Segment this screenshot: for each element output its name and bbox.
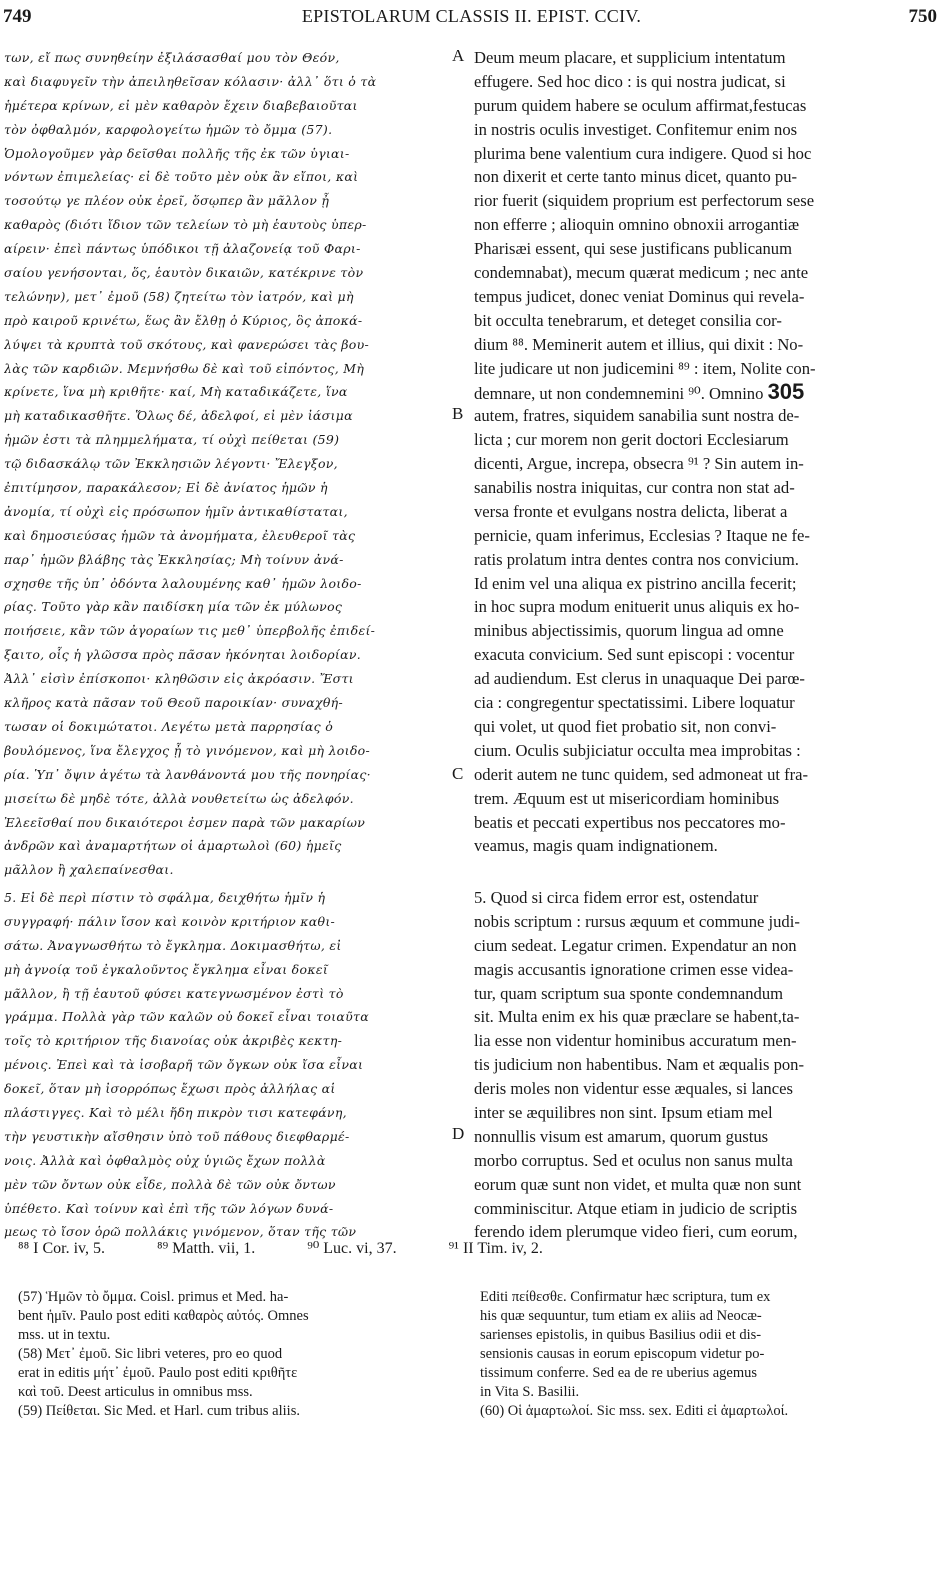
greek-line: Ὁμολογοῦμεν γὰρ δεῖσθαι πολλῆς τῆς ἐκ τῶν ὑγιαι- <box>4 145 350 161</box>
latin-line: non efferre ; alioquin omnino obnoxii arrogantiæ <box>474 215 800 235</box>
greek-line: καθαρὸς (διότι ἴδιον τῶν τελείων τὸ μὴ ἑαυτοὺς ὑπερ- <box>4 217 367 233</box>
latin-line: magis accusantis ignoratione crimen esse videa- <box>474 959 794 979</box>
greek-line: τωσαν οἱ δοκιμώτατοι. Λεγέτω μετὰ παρρησίας ὁ <box>4 718 334 734</box>
greek-paragraph-1 <box>4 46 452 882</box>
greek-line: ρίας. Τοῦτο γὰρ κἂν παιδίσκη μία τῶν ἐκ μύλωνος <box>4 599 343 615</box>
note-line: bent ἡμῖν. Paulo post editi καθαρὸς αὐτός. Omnes <box>18 1308 309 1324</box>
greek-line: μὴ καταδικασθῆτε. Ὅλως δέ, ἀδελφοί, εἰ μὲν ἰάσιμα <box>4 408 353 424</box>
latin-line: Id enim vel una aliqua ex pistrino ancilla fecerit; <box>474 573 797 593</box>
running-title: EPISTOLARUM CLASSIS II. EPIST. CCIV. <box>301 6 642 26</box>
greek-line: παρ᾽ ἡμῶν βλάβης τὰς Ἐκκλησίας; Μὴ τοίνυν ἀνά- <box>4 551 344 567</box>
greek-line: καὶ διαφυγεῖν τὴν ἀπειληθεῖσαν κόλασιν· ἀλλ᾽ ὅτι ὁ τὰ <box>4 73 377 89</box>
note-line: in Vita S. Basilii. <box>480 1384 580 1400</box>
margin-letter-a: A <box>452 46 465 65</box>
editorial-notes-right <box>480 1288 936 1421</box>
footnote-ref: ⁹¹ II Tim. iv, 2. <box>448 1240 543 1257</box>
latin-line: sit. Multa enim ex his quæ præclare se habent,ta- <box>474 1007 800 1027</box>
latin-line: effugere. Sed hoc dico : is qui nostra judicat, si <box>474 71 786 91</box>
latin-line: 5. Quod si circa fidem error est, ostendatur <box>474 888 759 907</box>
greek-line: συγγραφή· πάλιν ἴσον καὶ κοινὸν κριτήριον καθι- <box>4 913 336 929</box>
footnote-ref: ⁹⁰ Luc. vi, 37. <box>307 1240 397 1257</box>
latin-line: qui volet, ut quod fiet probatio sit, non convi- <box>474 716 777 736</box>
greek-line: πλάστιγγες. Καὶ τὸ μέλι ἤδη πικρὸν τισι κατεφάνη, <box>4 1105 347 1121</box>
greek-line: Ἐλεεῖσθαί που δικαιότεροι ἐσμεν παρὰ τῶν μακαρίων <box>4 814 366 830</box>
greek-line: των, εἴ πως συνηθείην ἐξιλάσασθαί μου τὸν Θεόν, <box>4 50 340 65</box>
greek-line: μᾶλλον ἢ χαλεπαίνεσθαι. <box>4 862 174 878</box>
greek-line: μὲν τῶν ὄντων οὐκ εἶδε, πολλὰ δὲ τῶν οὐκ ὄντων <box>4 1176 336 1192</box>
latin-line: dicenti, Argue, increpa, obsecra ⁹¹ ? Sin autem in- <box>474 454 804 474</box>
latin-line: pernicie, quam inferimus, Ecclesias ? Itaque ne fe- <box>474 525 810 545</box>
greek-line: κλῆρος κατὰ πᾶσαν τοῦ Θεοῦ παροικίαν· συναχθή- <box>4 695 343 711</box>
latin-line: dium ⁸⁸. Meminerit autem et illius, qui dixit : No- <box>474 334 804 354</box>
greek-paragraph-2 <box>4 886 452 1244</box>
greek-line: λὰς τῶν καρδιῶν. Μεμνήσθω δὲ καὶ τοῦ εἰπόντος, Μὴ <box>4 360 365 376</box>
latin-line: tur, quam scriptum sua sponte condemnandum <box>474 983 784 1003</box>
latin-line: tempus judicet, donec veniat Dominus qui revela- <box>474 286 805 306</box>
latin-line: ad audiendum. Est clerus in unaquaque Dei parœ- <box>474 669 805 689</box>
greek-line: καὶ δημοσιεύσας ἡμῶν τὰ ἀνομήματα, ἐλευθεροῖ τὰς <box>4 527 356 543</box>
greek-line: μὴ ἀγνοίᾳ τοῦ ἐγκαλοῦντος ἔγκλημα εἶναι δοκεῖ <box>4 961 329 977</box>
latin-line: inter se æquilibres non sint. Ipsum etiam mel <box>474 1103 773 1123</box>
latin-line: autem, fratres, siquidem sanabilia sunt nostra de- <box>474 406 800 426</box>
latin-line: in hoc supra modum enituerit unus aliquis ex ho- <box>474 597 800 617</box>
running-header <box>0 6 943 32</box>
scripture-footnotes <box>18 1238 938 1258</box>
latin-line: in nostris oculis investiget. Confitemur enim nos <box>474 119 798 139</box>
latin-line: rior fuerit (siquidem proprium est perfectorum sese <box>474 191 815 211</box>
greek-line: μᾶλλον, ἢ τῇ ἑαυτοῦ φύσει κατεγνωσμένον ἐστὶ τὸ <box>4 985 344 1001</box>
greek-line: ἡμῶν ἐστι τὰ πλημμελήματα, τί οὐχὶ πείθεται (59) <box>4 432 340 448</box>
greek-line: τοσούτῳ γε πλέον οὐκ ἐρεῖ, ὅσῳπερ ἂν μᾶλλον ᾖ <box>4 193 330 209</box>
greek-line: βουλόμενος, ἵνα ἔλεγχος ᾖ τὸ γινόμενον, καὶ μὴ λοιδο- <box>4 742 370 758</box>
latin-line: nobis scriptum : rursus æquum et commune judi- <box>474 911 800 931</box>
note-line: erat in editis μήτ᾽ ἐμοῦ. Paulo post editi κριθῆτε <box>18 1365 298 1381</box>
latin-line: sanabilis nostra iniquitas, cur contra non stat ad- <box>474 478 795 498</box>
greek-line: δοκεῖ, ὅταν μὴ ἰσορρόπως ἔχωσι πρὸς ἀλλήλας αἱ <box>4 1081 336 1097</box>
latin-line: minibus abjectissimis, quorum lingua ad omne <box>474 621 784 641</box>
greek-line: λύψει τὰ κρυπτὰ τοῦ σκότους, καὶ φανερώσει τὰς βου- <box>4 336 370 352</box>
greek-line: τὸν ὀφθαλμόν, καρφολογείτω ἡμῶν τὸ ὄμμα (57). <box>4 121 333 137</box>
latin-line: cium. Oculis subjiciatur occulta mea improbitas : <box>474 740 801 760</box>
greek-line: μισείτω δὲ μηδὲ τότε, ἀλλὰ νουθετείτω ὡς ἀδελφόν. <box>4 790 354 806</box>
greek-line: νόντων ἐπιμελείας· εἰ δὲ τοῦτο μὲν οὐκ ἂν εἴποι, καὶ <box>4 169 359 185</box>
note-line: his quæ sequuntur, tum etiam ex aliis ad Neocæ- <box>480 1308 762 1324</box>
greek-line: τῷ διδασκάλῳ τῶν Ἐκκλησιῶν λέγοντι· Ἔλεγξον, <box>4 456 338 472</box>
latin-line <box>474 380 936 404</box>
greek-line: 5. Εἰ δὲ περὶ πίστιν τὸ σφάλμα, δειχθήτω ἡμῖν ἡ <box>4 890 326 905</box>
greek-line: τελώνην), μετ᾽ ἐμοῦ (58) ζητείτω τὸν ἰατρόν, καὶ μὴ <box>4 288 354 304</box>
note-line: sarienses epistolis, in quibus Basilius odii et dis- <box>480 1327 762 1343</box>
latin-line: non dixerit et certe tanto minus dicet, quanto pu- <box>474 167 798 187</box>
page-number-right: 750 <box>908 6 937 27</box>
latin-line: exacuta convicium. Sed sunt episcopi : vocentur <box>474 645 795 665</box>
note-line: Editi πείθεσθε. Confirmatur hæc scriptura, tum ex <box>480 1289 771 1305</box>
margin-letter-b: B <box>452 404 464 423</box>
margin-letter-c: C <box>452 764 464 783</box>
greek-line: ἡμέτερα κρίνων, εἰ μὲν καθαρὸν ἔχειν διαβεβαιοῦται <box>4 97 358 113</box>
greek-line: ὑπέθετο. Καὶ τοίνυν καὶ ἐπὶ τῆς τῶν λόγων δυνά- <box>4 1200 334 1216</box>
latin-line: Pharisæi essent, qui sese justificans publicanum <box>474 239 793 259</box>
latin-line: deris moles non videntur esse æquales, si lances <box>474 1079 793 1099</box>
latin-line: trem. Æquum est ut misericordiam hominibus <box>474 788 780 808</box>
greek-line: σχησθε τῆς ὑπ᾽ ὀδόντα λαλουμένης καθ᾽ ἡμῶν λοιδο- <box>4 575 362 591</box>
note-line: (57) Ἡμῶν τὸ ὄμμα. Coisl. primus et Med. ha- <box>18 1289 289 1305</box>
note-line: mss. ut in textu. <box>18 1327 111 1343</box>
greek-line: γράμμα. Πολλὰ γὰρ τῶν καλῶν οὐ δοκεῖ εἶναι τοιαῦτα <box>4 1009 370 1025</box>
margin-reference-number: 305 <box>767 380 805 405</box>
latin-line: beatis et peccati expertibus nos peccatores mo- <box>474 812 786 832</box>
latin-line: bit occulta tenebrarum, et deteget consilia cor- <box>474 310 782 330</box>
latin-line: nonnullis visum est amarum, quorum gustus <box>474 1126 769 1146</box>
note-line: (59) Πείθεται. Sic Med. et Harl. cum tribus aliis. <box>18 1403 300 1419</box>
latin-line: versa fronte et evulgans nostra delicta, liberat a <box>474 501 788 521</box>
greek-line: κρίνετε, ἵνα μὴ κριθῆτε· καί, Μὴ καταδικάζετε, ἵνα <box>4 384 348 400</box>
latin-line: eorum quæ sunt non videt, et multa quæ non sunt <box>474 1174 802 1194</box>
note-line: (58) Μετ᾽ ἐμοῦ. Sic libri veteres, pro eo quod <box>18 1346 283 1362</box>
greek-line: ἀνδρῶν καὶ ἀναμαρτήτων οἱ ἁμαρτωλοὶ (60) ἡμεῖς <box>4 838 342 854</box>
greek-line: νοις. Ἀλλὰ καὶ ὀφθαλμὸς οὐχ ὑγιῶς ἔχων πολλὰ <box>4 1152 326 1168</box>
latin-line: Deum meum placare, et supplicium intentatum <box>474 48 786 67</box>
latin-line: lite judicare ut non judicemini ⁸⁹ : item, Nolite con- <box>474 358 816 378</box>
footnote-ref: ⁸⁹ Matth. vii, 1. <box>157 1240 256 1257</box>
latin-line: tis judicium non habentibus. Nam et æqualis pon- <box>474 1055 804 1075</box>
latin-line: cia : congregentur spectatissimi. Libere loquatur <box>474 693 795 713</box>
greek-line: ξαιτο, οἷς ἡ γλῶσσα πρὸς πᾶσαν ἠκόνηται λοιδορίαν. <box>4 647 362 663</box>
page-number-left: 749 <box>3 6 32 27</box>
latin-line: purum quidem habere se oculum affirmat,festucas <box>474 95 807 115</box>
greek-line: τὴν γευστικὴν αἴσθησιν ὑπὸ τοῦ πάθους διεφθαρμέ- <box>4 1128 350 1144</box>
note-line: καὶ τοῦ. Deest articulus in omnibus mss. <box>18 1384 253 1400</box>
note-line: (60) Οἱ ἁμαρτωλοί. Sic mss. sex. Editi εἰ ἁμαρτωλοί. <box>480 1403 789 1419</box>
greek-line: μένοις. Ἐπεὶ καὶ τὰ ἰσοβαρῆ τῶν ὄγκων οὐκ ἴσα εἶναι <box>4 1057 364 1073</box>
latin-line: cium sedeat. Legatur crimen. Expendatur an non <box>474 935 797 955</box>
greek-line: τοῖς τὸ κριτήριον τῆς διανοίας οὐκ ἀκριβὲς κεκτη- <box>4 1033 343 1049</box>
note-line: tissimum conferre. Sed ea de re uberius agemus <box>480 1365 758 1381</box>
latin-line: veamus, magis quam indignationem. <box>474 836 718 856</box>
footnote-ref: ⁸⁸ I Cor. iv, 5. <box>18 1240 106 1257</box>
greek-line: σάτω. Ἀναγνωσθήτω τὸ ἔγκλημα. Δοκιμασθήτω, εἰ <box>4 937 342 953</box>
greek-line: ρία. Ὑπ᾽ ὄψιν ἀγέτω τὰ λανθάνοντά μου τῆς πονηρίας· <box>4 766 371 782</box>
latin-line: morbo corruptus. Sed et oculus non sanus multa <box>474 1150 793 1170</box>
greek-line: ποιήσειε, κἂν τῶν ἀγοραίων τις μεθ᾽ ὑπερβολῆς ἐπιδεί- <box>4 623 376 639</box>
greek-line: σαίου γενήσονται, ὅς, ἑαυτὸν δικαιῶν, κατέκρινε τὸν <box>4 265 364 281</box>
greek-line: Ἀλλ᾽ εἰσὶν ἐπίσκοποι· κληθῶσιν εἰς ἀκρόασιν. Ἔστι <box>4 671 354 687</box>
margin-letter-d: D <box>452 1124 465 1143</box>
greek-line: ἐπιτίμησον, παρακάλεσον; Εἰ δὲ ἀνίατος ἡμῶν ἡ <box>4 480 328 496</box>
latin-line: lia esse non videntur hominibus accuratum men- <box>474 1031 797 1051</box>
latin-paragraph-1 <box>474 46 936 858</box>
latin-paragraph-2 <box>474 886 936 1244</box>
latin-line: plurima bene valentium cura indigere. Quod si hoc <box>474 143 812 163</box>
latin-line: ratis prolatum intra dentes contra nos convicium. <box>474 549 799 569</box>
latin-line: comminiscitur. Atque etiam in judicio de scriptis <box>474 1198 798 1218</box>
greek-line: ἀνομία, τί οὐχὶ εἰς πρόσωπον ἡμῖν ἀντικαθίσταται, <box>4 503 348 519</box>
latin-line: oderit autem ne tunc quidem, sed admoneat ut fra- <box>474 764 809 784</box>
latin-line: licta ; cur morem non gerit doctori Ecclesiarum <box>474 430 789 450</box>
greek-line: μεως τὸ ἴσον ὁρῶ πολλάκις γινόμενον, ὅταν τῆς τῶν <box>4 1224 357 1240</box>
latin-line-text: demnare, ut non condemnemini ⁹⁰. Omnino <box>474 384 764 404</box>
note-line: sensionis causas in eorum episcopum videtur po- <box>480 1346 765 1362</box>
greek-line: αίρειν· ἐπεὶ πάντως ὑπόδικοι τῇ ἀλαζονείᾳ τοῦ Φαρι- <box>4 241 361 257</box>
latin-line: ferendo idem plerumque video fieri, cum eorum, <box>474 1222 798 1242</box>
latin-line: condemnabat), mecum quærat medicum ; nec ante <box>474 263 809 283</box>
greek-line: πρὸ καιροῦ κρινέτω, ἕως ἂν ἔλθῃ ὁ Κύριος, ὃς ἀποκά- <box>4 312 363 328</box>
editorial-notes-left <box>18 1288 458 1421</box>
